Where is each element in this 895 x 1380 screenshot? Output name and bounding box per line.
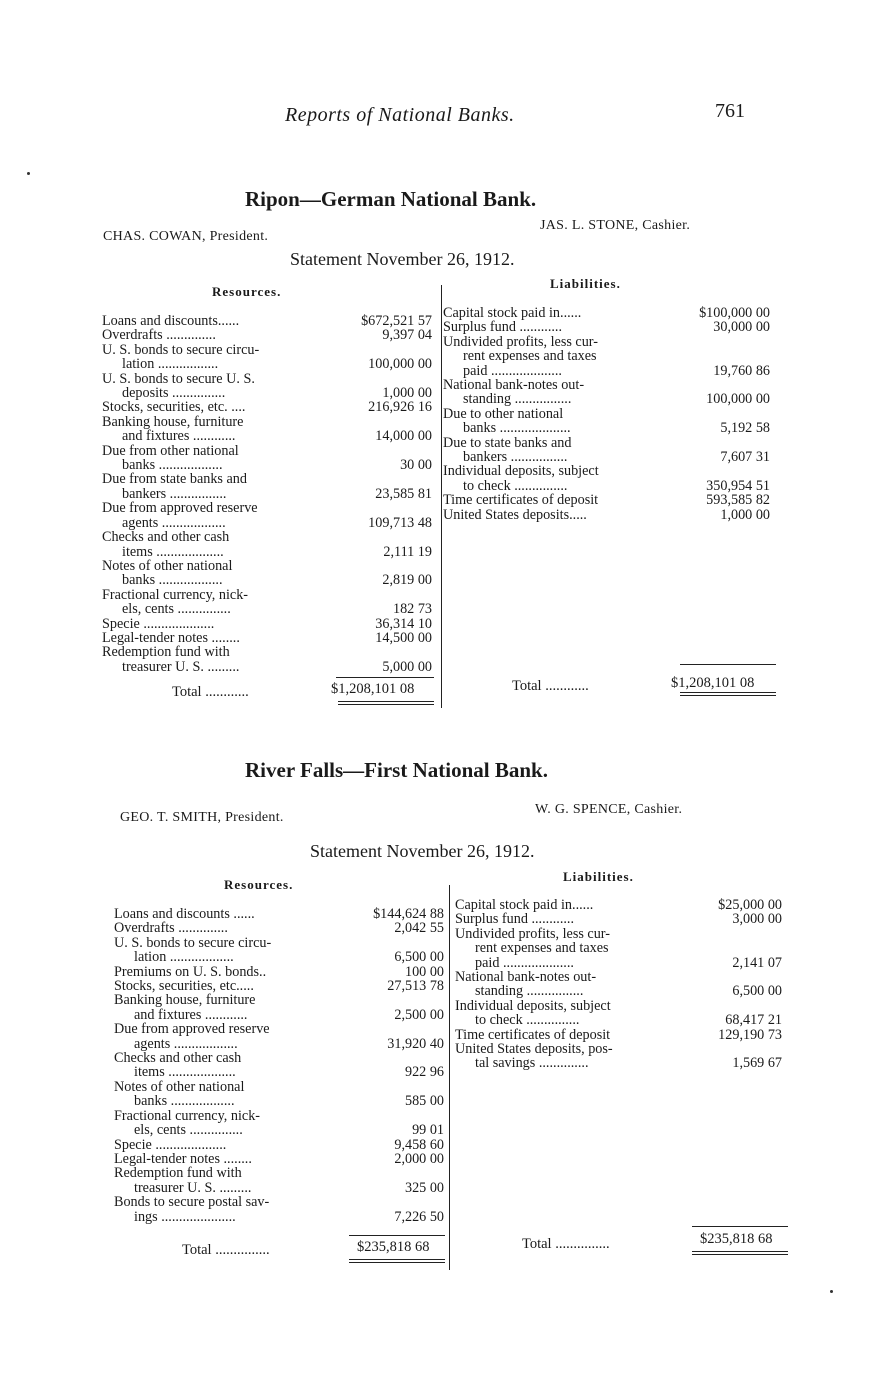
item-amount: 30 00 [400,457,432,474]
line-item [114,1152,444,1166]
line-item [102,328,432,342]
item-label-continued: banks .................. [134,1093,235,1110]
item-amount: 182 73 [392,601,432,618]
item-amount: 23,585 81 [375,485,432,502]
item-label: Notes of other national [102,557,233,574]
line-item [455,898,782,912]
item-amount: 36,314 10 [375,615,432,632]
line-item [443,493,770,507]
item-amount: 99 01 [412,1122,444,1139]
item-amount: 27,513 78 [387,978,444,995]
item-label-continued: banks .................. [122,572,223,589]
line-item [114,1051,444,1080]
line-item [102,314,432,328]
line-item [443,378,770,407]
liabilities-total-label: Total ............ [512,678,589,694]
line-item [102,372,432,401]
item-label-continued: standing ................ [463,391,572,408]
resources-total-double-rule [338,701,434,705]
item-label: U. S. bonds to secure circu- [114,934,272,951]
item-amount: 3,000 00 [732,911,782,928]
item-amount: 2,819 00 [382,572,432,589]
item-amount: 325 00 [404,1179,444,1196]
item-amount: $672,521 57 [361,313,432,329]
item-label: Specie .................... [102,615,215,632]
item-amount: 2,042 55 [394,920,444,937]
resources-total: $1,208,101 08 [331,681,415,697]
item-amount: 68,417 21 [725,1012,782,1029]
item-label: Banking house, furniture [114,992,256,1009]
print-speck [830,1290,833,1293]
liabilities-total: $235,818 68 [700,1231,773,1247]
item-label-continued: els, cents ............... [134,1122,243,1139]
bank-title: River Falls—First National Bank. [245,758,548,782]
item-label: National bank-notes out- [443,377,585,394]
item-amount: 9,458 60 [394,1136,444,1153]
item-amount: 7,607 31 [720,449,770,466]
resources-heading: Resources. [224,877,294,892]
item-amount: 922 96 [404,1064,444,1081]
item-label: U. S. bonds to secure circu- [102,341,260,358]
item-label: Redemption fund with [114,1165,242,1182]
line-item [102,472,432,501]
resources-total-double-rule [349,1259,445,1263]
item-label-continued: bankers ................ [463,449,568,466]
item-amount: 100 00 [404,963,444,980]
line-item [102,559,432,588]
item-label-continued: items ................... [134,1064,236,1081]
column-divider [449,885,450,1270]
item-label: Checks and other cash [114,1050,242,1067]
bank-title: Ripon—German National Bank. [245,187,537,211]
line-item [114,921,444,935]
line-item [443,306,770,320]
line-item [443,335,770,378]
item-amount: 2,500 00 [394,1006,444,1023]
item-label: Surplus fund ............ [455,911,575,928]
line-item [114,965,444,979]
item-label: Undivided profits, less cur- [455,925,610,942]
liabilities-total-double-rule [692,1251,788,1255]
line-item [114,1022,444,1051]
statement-date: Statement November 26, 1912. [310,841,535,861]
print-speck [27,172,30,175]
item-label-continued: rent expenses and taxes [475,940,609,957]
item-label: Stocks, securities, etc. .... [102,399,246,416]
item-label: Time certificates of deposit [455,1026,611,1043]
line-item [455,927,782,970]
item-amount: 31,920 40 [387,1035,444,1052]
total-label: Total [512,678,542,694]
item-label-continued: lation .................. [134,949,234,966]
item-label-continued: agents .................. [134,1035,238,1052]
item-label: Due to state banks and [443,434,572,451]
item-label-continued: to check ............... [475,1012,580,1029]
item-label: Overdrafts .............. [102,327,216,344]
line-item [102,415,432,444]
line-item [443,464,770,493]
item-label-continued: and fixtures ............ [134,1006,248,1023]
resources-total: $235,818 68 [357,1239,430,1255]
item-amount: 109,713 48 [368,514,432,531]
line-item [114,1195,444,1224]
line-item [102,501,432,530]
line-item [102,617,432,631]
item-amount: 2,000 00 [394,1150,444,1167]
item-label-continued: standing ................ [475,983,584,1000]
item-amount: 19,760 86 [713,362,770,379]
item-amount: 1,569 67 [732,1055,782,1072]
line-item [443,508,770,522]
item-label-continued: bankers ................ [122,485,227,502]
line-item [102,400,432,414]
resources-total-label: Total ............... [182,1242,270,1258]
line-item [443,436,770,465]
resources-total-label: Total ............ [172,684,249,700]
item-label: Due to other national [443,405,564,422]
liabilities-total-double-rule [680,692,776,696]
item-label: Surplus fund ............ [443,319,563,336]
item-label-continued: paid .................... [475,954,574,971]
item-amount: 6,500 00 [732,983,782,1000]
line-item [102,645,432,674]
item-label: Bonds to secure postal sav- [114,1194,270,1211]
item-label: Redemption fund with [102,644,230,661]
item-amount: 129,190 73 [718,1026,782,1043]
item-label: Due from approved reserve [102,500,258,517]
line-item [455,1028,782,1042]
liabilities-total-rule [692,1226,788,1227]
liabilities-total-rule [680,664,776,665]
line-item [114,1109,444,1138]
item-amount: 14,000 00 [375,428,432,445]
item-label-continued: ings ..................... [134,1208,236,1225]
item-amount: 14,500 00 [375,629,432,646]
item-amount: 7,226 50 [394,1208,444,1225]
item-label: Banking house, furniture [102,413,244,430]
item-label-continued: deposits ............... [122,385,226,402]
line-item [443,320,770,334]
resources-total-rule [349,1235,445,1236]
item-label: Fractional currency, nick- [114,1107,261,1124]
item-amount: 100,000 00 [368,356,432,373]
item-label: Individual deposits, subject [455,997,611,1014]
line-item [102,444,432,473]
item-label-continued: els, cents ............... [122,601,231,618]
item-label: Capital stock paid in...... [455,897,594,913]
item-label: Undivided profits, less cur- [443,333,598,350]
item-label-continued: agents .................. [122,514,226,531]
line-item [102,631,432,645]
item-label-continued: tal savings .............. [475,1055,589,1072]
line-item [102,530,432,559]
item-label-continued: paid .................... [463,362,562,379]
item-label-continued: treasurer U. S. ......... [122,658,240,675]
item-amount: $25,000 00 [718,897,782,913]
item-label: Legal-tender notes ........ [102,629,240,646]
line-item [455,970,782,999]
item-amount: 30,000 00 [713,319,770,336]
item-amount: 9,397 04 [382,327,432,344]
line-item [114,1166,444,1195]
total-label: Total [172,684,202,700]
cashier-name: JAS. L. STONE, Cashier. [540,218,691,233]
item-label: Individual deposits, subject [443,463,599,480]
item-label: Due from approved reserve [114,1021,270,1038]
liabilities-list [455,898,782,1071]
item-label: National bank-notes out- [455,969,597,986]
liabilities-total: $1,208,101 08 [671,675,755,691]
line-item [455,999,782,1028]
item-amount: 2,111 19 [383,543,432,560]
line-item [455,1042,782,1071]
item-label: Checks and other cash [102,529,230,546]
line-item [114,979,444,993]
item-amount: 2,141 07 [732,954,782,971]
line-item [114,907,444,921]
item-amount: 216,926 16 [368,399,432,416]
item-label: Notes of other national [114,1078,245,1095]
column-divider [441,285,442,708]
item-amount: 585 00 [404,1093,444,1110]
item-label: Due from state banks and [102,471,247,488]
item-label-continued: banks .................. [122,457,223,474]
line-item [443,407,770,436]
total-label: Total [522,1236,552,1252]
item-label: Overdrafts .............. [114,920,228,937]
resources-heading: Resources. [212,284,282,299]
liabilities-total-label: Total ............... [522,1236,610,1252]
item-label: Premiums on U. S. bonds.. [114,963,267,980]
item-label: Capital stock paid in...... [443,305,582,321]
item-label: Loans and discounts ...... [114,906,255,922]
item-amount: 1,000 00 [382,385,432,402]
item-amount: 350,954 51 [706,477,770,494]
running-head: Reports of National Banks. [285,104,515,126]
liabilities-heading: Liabilities. [563,869,634,884]
item-label: Fractional currency, nick- [102,586,249,603]
item-label-continued: to check ............... [463,477,568,494]
page-number: 761 [715,100,745,122]
item-label: Stocks, securities, etc..... [114,978,254,995]
statement-date: Statement November 26, 1912. [290,249,515,269]
total-label: Total [182,1242,212,1258]
item-amount: $100,000 00 [699,305,770,321]
item-label-continued: treasurer U. S. ......... [134,1179,252,1196]
cashier-name: W. G. SPENCE, Cashier. [535,802,683,817]
liabilities-heading: Liabilities. [550,276,621,291]
item-label: Due from other national [102,442,239,459]
item-amount: $144,624 88 [373,906,444,922]
item-label-continued: lation ................. [122,356,219,373]
item-label-continued: rent expenses and taxes [463,348,597,365]
line-item [114,993,444,1022]
item-amount: 5,000 00 [382,658,432,675]
item-label: United States deposits..... [443,506,587,523]
resources-total-rule [336,677,434,678]
line-item [102,343,432,372]
item-label: U. S. bonds to secure U. S. [102,370,255,387]
item-amount: 100,000 00 [706,391,770,408]
resources-list [102,314,432,674]
line-item [455,912,782,926]
resources-list [114,907,444,1224]
item-label: Specie .................... [114,1136,227,1153]
president-name: GEO. T. SMITH, President. [120,810,284,825]
item-label-continued: items ................... [122,543,224,560]
line-item [114,1138,444,1152]
item-amount: 1,000 00 [720,506,770,523]
item-label: Loans and discounts...... [102,313,240,329]
item-label: Time certificates of deposit [443,492,599,509]
liabilities-list [443,306,770,522]
line-item [114,1080,444,1109]
item-label: Legal-tender notes ........ [114,1150,252,1167]
item-amount: 593,585 82 [706,492,770,509]
item-amount: 6,500 00 [394,949,444,966]
line-item [114,936,444,965]
president-name: CHAS. COWAN, President. [103,229,269,244]
item-amount: 5,192 58 [720,420,770,437]
item-label: United States deposits, pos- [455,1041,613,1058]
item-label-continued: and fixtures ............ [122,428,236,445]
line-item [102,588,432,617]
item-label-continued: banks .................... [463,420,571,437]
